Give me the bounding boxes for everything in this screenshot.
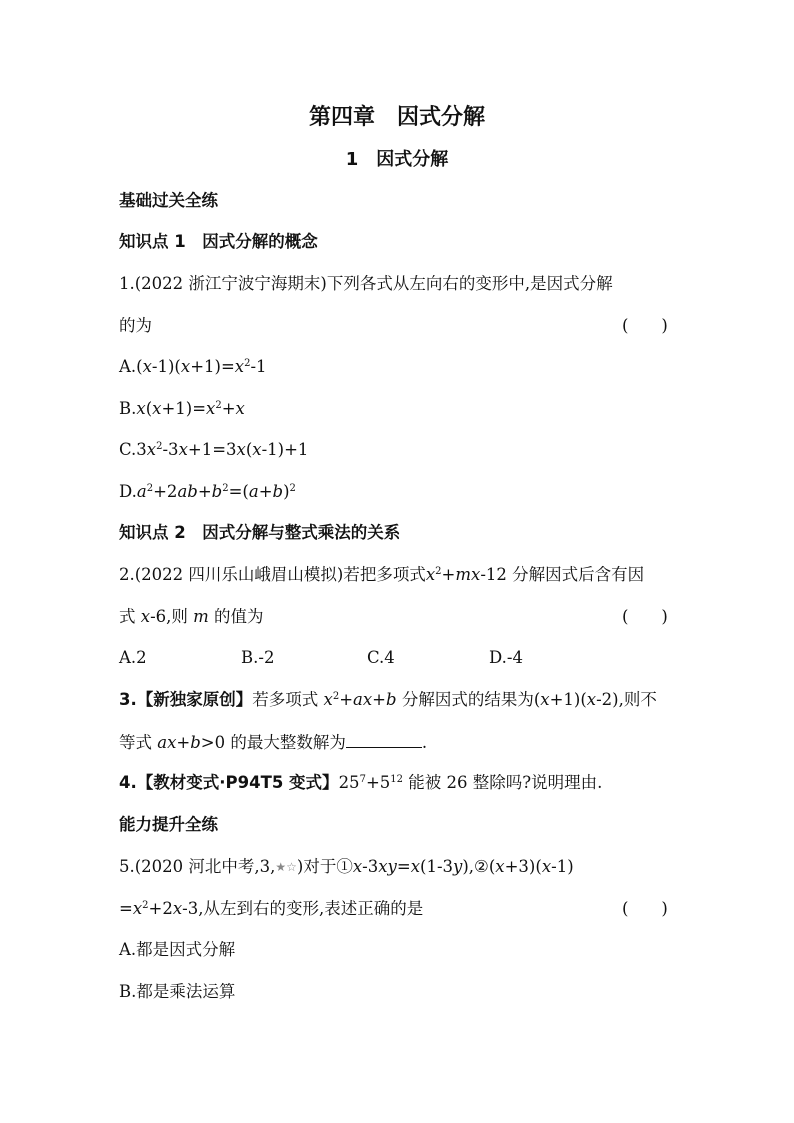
q1-stem-line2: 的为 xyxy=(119,316,152,335)
q3-stem-line1: 3.【新独家原创】若多项式 $x^2+ax+b$ 分解因式的结果为(x+1)(x-2),则不 xyxy=(119,690,657,709)
q1-option-a: $A.(x-1)(x+1)=x^2-1$ xyxy=(119,357,267,376)
q2-stem-line1: 2.(2022 四川乐山峨眉山模拟)若把多项式$x^2+mx-12$ 分解因式后含有因 xyxy=(119,565,645,584)
q1-stem-line1: 1.(2022 浙江宁波宁海期末)下列各式从左向右的变形中,是因式分解 xyxy=(119,274,613,293)
q3-stem-line2: 等式 ax+b>0 的最大整数解为 . xyxy=(119,733,428,752)
q4-stem: 4.【教材变式·P94T5 变式】$25^7+5^{12}$ 能被 26 整除吗?说明理由. xyxy=(119,773,603,792)
section-ability-heading: 能力提升全练 xyxy=(119,815,218,834)
knowledge-point-1: 知识点 1 因式分解的概念 xyxy=(119,232,318,251)
knowledge-point-2: 知识点 2 因式分解与整式乘法的关系 xyxy=(119,523,401,542)
q1-answer-paren: ( ) xyxy=(622,316,668,335)
q2-option-c: C.4 xyxy=(367,648,395,667)
q2-answer-paren: ( ) xyxy=(622,607,668,626)
section-title: 1 因式分解 xyxy=(345,149,449,170)
q1-option-c: $C.3x^2-3x+1=3x(x-1)+1$ xyxy=(119,440,309,459)
star-rating-icon: ★☆ xyxy=(275,860,297,874)
q5-stem-line1: 5.(2020 河北中考,3,★☆)对于①x-3xy=x(1-3y),②(x+3)(x-1) xyxy=(119,857,574,876)
q3-answer-blank[interactable] xyxy=(346,731,422,748)
q5-answer-paren: ( ) xyxy=(622,899,668,918)
chapter-title: 第四章 因式分解 xyxy=(308,105,485,130)
q2-option-b: B.-2 xyxy=(241,648,275,667)
q2-option-d: D.-4 xyxy=(489,648,523,667)
q5-stem-line2: $=x^2+2x-3$,从左到右的变形,表述正确的是 xyxy=(119,899,424,918)
q2-option-a: A.2 xyxy=(119,648,147,667)
section-basic-heading: 基础过关全练 xyxy=(119,191,218,210)
q1-option-b: $B.x(x+1)=x^2+x$ xyxy=(119,399,245,418)
q1-option-d: $D.a^2+2ab+b^2=(a+b)^2$ xyxy=(119,482,296,501)
q5-option-a: A.都是因式分解 xyxy=(119,940,236,959)
q5-option-b: B.都是乘法运算 xyxy=(119,982,236,1001)
q2-stem-line2: 式 x-6,则 m 的值为 xyxy=(119,607,264,626)
